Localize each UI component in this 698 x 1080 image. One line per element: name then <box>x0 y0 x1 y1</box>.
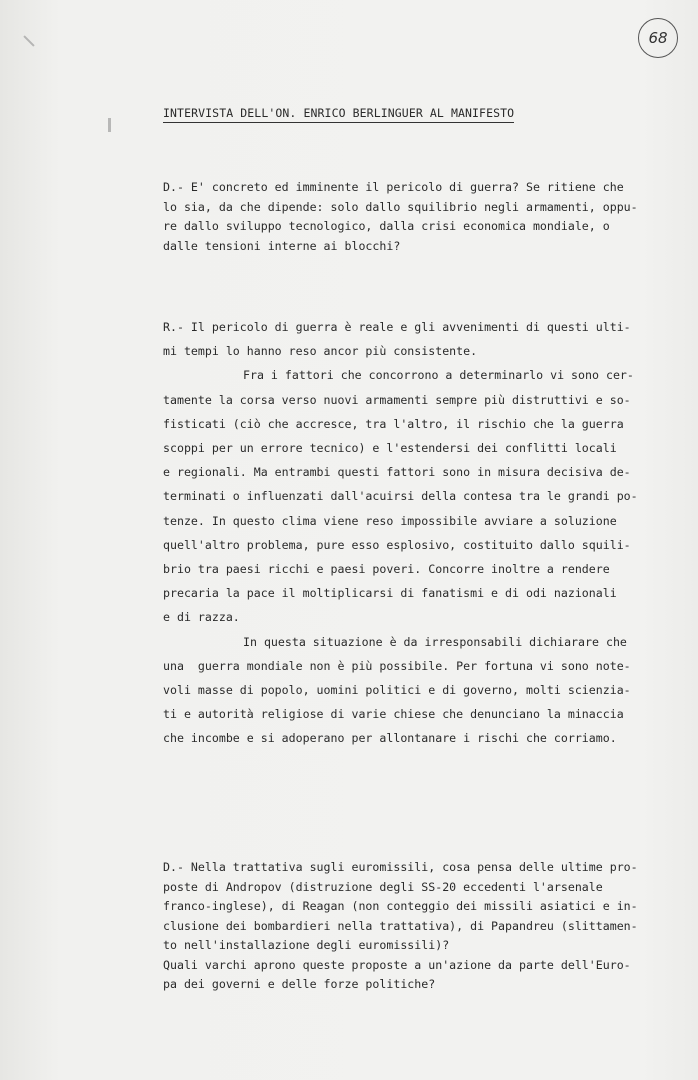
text-line: D.- E' concreto ed imminente il pericolo di guerra? Se ritiene che <box>163 180 624 194</box>
answer-1 <box>163 315 641 751</box>
text-line: R.- Il pericolo di guerra è reale e gli avvenimenti di questi ulti- <box>163 320 631 334</box>
page-number: 68 <box>648 29 668 47</box>
text-line: pa dei governi e delle forze politiche? <box>163 977 436 991</box>
text-line: precaria la pace il moltiplicarsi di fanatismi e di odi nazionali <box>163 586 617 601</box>
text-line: scoppi per un errore tecnico) e l'estendersi dei conflitti locali <box>163 441 617 456</box>
ink-mark <box>108 118 111 132</box>
text-line: quell'altro problema, pure esso esplosivo, costituito dallo squili- <box>163 537 631 552</box>
text-line: fisticati (ciò che accresce, tra l'altro, il rischio che la guerra <box>163 416 624 431</box>
text-line: brio tra paesi ricchi e paesi poveri. Concorre inoltre a rendere <box>163 562 610 577</box>
text-line: clusione dei bombardieri nella trattativa), di Papandreu (slittamen- <box>163 918 638 933</box>
text-line: e regionali. Ma entrambi questi fattori sono in misura decisiva de- <box>163 465 631 480</box>
text-line: re dallo sviluppo tecnologico, dalla crisi economica mondiale, o <box>163 219 610 233</box>
question-2 <box>163 858 641 995</box>
text-line: terminati o influenzati dall'acuirsi della contesa tra le grandi po- <box>163 489 638 504</box>
text-line: poste di Andropov (distruzione degli SS-20 eccedenti l'arsenale <box>163 879 603 894</box>
document-title: INTERVISTA DELL'ON. ENRICO BERLINGUER AL MANIFESTO <box>163 106 514 123</box>
text-line: Quali varchi aprono queste proposte a un'azione da parte dell'Euro- <box>163 957 631 972</box>
text-line: tenze. In questo clima viene reso impossibile avviare a soluzione <box>163 513 617 528</box>
text-line: franco-inglese), di Reagan (non conteggio dei missili asiatici e in- <box>163 899 638 913</box>
ink-mark <box>23 35 34 46</box>
text-line: to nell'installazione degli euromissili)? <box>163 938 450 952</box>
text-line: In questa situazione è da irresponsabili dichiarare che <box>243 634 627 649</box>
text-line: ti e autorità religiose di varie chiese che denunciano la minaccia <box>163 707 624 722</box>
question-1 <box>163 178 641 256</box>
text-line: voli masse di popolo, uomini politici e di governo, molti scienzia- <box>163 683 631 698</box>
text-line: e di razza. <box>163 610 240 625</box>
text-line: tamente la corsa verso nuovi armamenti sempre più distruttivi e so- <box>163 392 631 407</box>
text-line: lo sia, da che dipende: solo dallo squilibrio negli armamenti, oppu- <box>163 199 638 214</box>
text-line: dalle tensioni interne ai blocchi? <box>163 238 401 253</box>
text-line: mi tempi lo hanno reso ancor più consistente. <box>163 344 478 359</box>
text-line: che incombe e si adoperano per allontanare i rischi che corriamo. <box>163 731 617 746</box>
text-line: Fra i fattori che concorrono a determinarlo vi sono cer- <box>243 368 634 383</box>
page-number-stamp <box>638 18 678 58</box>
text-line: una guerra mondiale non è più possibile. Per fortuna vi sono note- <box>163 658 631 673</box>
text-line: D.- Nella trattativa sugli euromissili, cosa pensa delle ultime pro- <box>163 860 638 874</box>
